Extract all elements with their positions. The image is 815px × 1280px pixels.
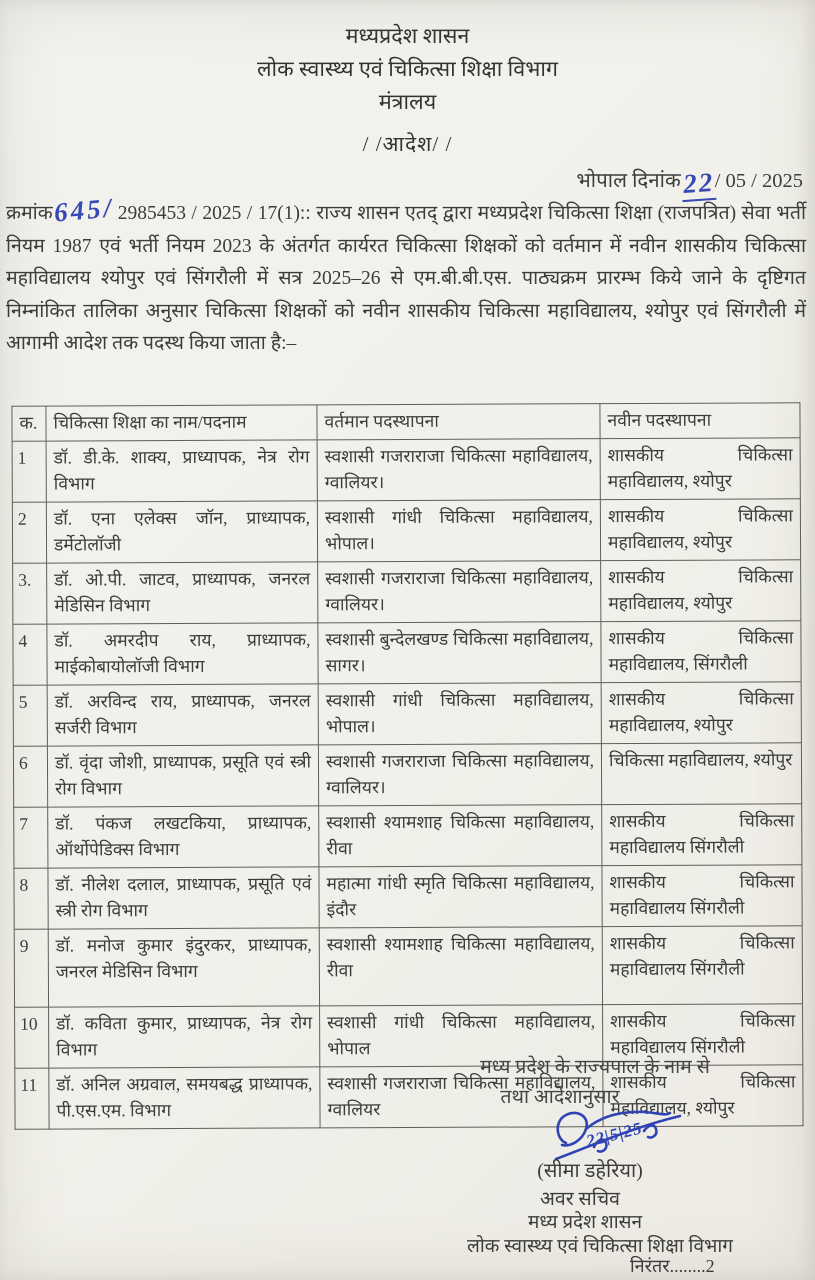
row-new-posting: शासकीय चिकित्सा महाविद्यालय, श्योपुर: [603, 1065, 803, 1127]
row-serial: 9: [14, 929, 48, 1007]
by-order-line2: तथा आदेशानुसार: [500, 1087, 620, 1108]
handwritten-order-number: 645/: [52, 192, 115, 228]
col-header-current-posting: वर्तमान पदस्थापना: [317, 404, 600, 440]
signer-designation: अवर सचिव: [539, 1189, 621, 1210]
row-name: डॉ. वृंदा जोशी, प्राध्यापक, प्रसूति एवं स्त्री रोग विभाग: [47, 745, 318, 807]
row-current-posting: स्वशासी गजराराजा चिकित्सा महाविद्यालय, ग्वालियर: [320, 1066, 603, 1128]
row-name: डॉ. डी.के. शाक्य, प्राध्यापक, नेत्र रोग विभाग: [46, 440, 317, 502]
row-serial: 2: [12, 502, 46, 563]
row-current-posting: स्वशासी गजराराजा चिकित्सा महाविद्यालय, ग्वालियर।: [318, 744, 601, 806]
table-row: [13, 743, 801, 807]
row-new-posting: शासकीय चिकित्सा महाविद्यालय, श्योपुर: [601, 682, 801, 744]
row-serial: 4: [13, 624, 47, 685]
row-current-posting: स्वशासी गांधी चिकित्सा महाविद्यालय, भोपाल।: [317, 500, 600, 562]
row-new-posting: चिकित्सा महाविद्यालय, श्योपुर: [601, 743, 801, 805]
row-name: डॉ. नीलेश दलाल, प्राध्यापक, प्रसूति एवं स्त्री रोग विभाग: [48, 867, 319, 929]
signer-government: मध्य प्रदेश शासन: [527, 1212, 643, 1233]
government-name: मध्यप्रदेश शासन: [345, 24, 470, 48]
signer-department: लोक स्वास्थ्य एवं चिकित्सा शिक्षा विभाग: [466, 1236, 733, 1257]
row-current-posting: स्वशासी गांधी चिकित्सा महाविद्यालय, भोपाल।: [318, 683, 601, 745]
table-row: [14, 926, 802, 1007]
table-row: [14, 865, 802, 929]
table-header-row: [12, 403, 800, 441]
row-current-posting: महात्मा गांधी स्मृति चिकित्सा महाविद्यालय, इंदौर: [319, 866, 602, 928]
row-new-posting: शासकीय चिकित्सा महाविद्यालय सिंगरौली: [602, 926, 802, 1005]
row-new-posting: शासकीय चिकित्सा महाविद्यालय सिंगरौली: [603, 1004, 803, 1066]
row-current-posting: स्वशासी गजराराजा चिकित्सा महाविद्यालय, ग्वालियर।: [318, 561, 601, 623]
row-new-posting: शासकीय चिकित्सा महाविद्यालय, श्योपुर: [601, 560, 801, 622]
row-name: डॉ. पंकज लखटकिया, प्राध्यापक, ऑर्थोपेडिक्स विभाग: [48, 806, 319, 868]
table-row: [12, 499, 800, 563]
order-body-paragraph: [6, 192, 806, 361]
row-current-posting: स्वशासी श्यामशाह चिकित्सा महाविद्यालय, रीवा: [319, 927, 602, 1006]
row-name: डॉ. अनिल अग्रवाल, समयबद्ध प्राध्यापक, पी.एस.एम. विभाग: [49, 1067, 320, 1129]
posting-order-table: [11, 402, 803, 1129]
row-name: डॉ. एना एलेक्स जॉन, प्राध्यापक, डर्मेटोलॉजी: [46, 501, 317, 563]
col-header-new-posting: नवीन पदस्थापना: [600, 403, 800, 439]
row-name: डॉ. मनोज कुमार इंदुरकर, प्राध्यापक, जनरल मेडिसिन विभाग: [48, 928, 319, 1007]
row-serial: 5: [13, 685, 47, 746]
row-new-posting: शासकीय चिकित्सा महाविद्यालय, श्योपुर: [600, 438, 800, 500]
row-new-posting: शासकीय चिकित्सा महाविद्यालय, श्योपुर: [600, 499, 800, 561]
signer-name: (सीमा डहेरिया): [537, 1160, 643, 1182]
document-letterhead: [0, 20, 815, 119]
row-serial: 11: [15, 1068, 49, 1129]
by-order-line1: मध्य प्रदेश के राज्यपाल के नाम से: [480, 1057, 710, 1078]
dateline-suffix: / 05 / 2025: [714, 170, 803, 192]
dateline: [576, 163, 803, 200]
row-serial: 6: [13, 746, 47, 807]
row-name: डॉ. कविता कुमार, प्राध्यापक, नेत्र रोग विभाग: [49, 1006, 320, 1068]
order-title: / /आदेश/ /: [362, 132, 453, 156]
ministry-label: मंत्रालय: [378, 90, 437, 114]
row-new-posting: शासकीय चिकित्सा महाविद्यालय, सिंगरौली: [601, 621, 801, 683]
kramank-label: क्रमांक: [6, 203, 53, 224]
row-new-posting: शासकीय चिकित्सा महाविद्यालय सिंगरौली: [602, 865, 802, 927]
col-header-name: चिकित्सा शिक्षा का नाम/पदनाम: [46, 405, 317, 441]
row-serial: 1: [12, 441, 46, 502]
row-serial: 3.: [13, 563, 47, 624]
department-name: लोक स्वास्थ्य एवं चिकित्सा शिक्षा विभाग: [256, 57, 558, 81]
signature-date-text: 22|5|25: [584, 1118, 645, 1151]
row-serial: 8: [14, 868, 48, 929]
row-new-posting: शासकीय चिकित्सा महाविद्यालय सिंगरौली: [602, 804, 802, 866]
dateline-prefix: भोपाल दिनांक: [576, 170, 681, 192]
handwritten-date-day: 22: [680, 167, 716, 202]
row-name: डॉ. अरविन्द राय, प्राध्यापक, जनरल सर्जरी विभाग: [47, 684, 318, 746]
table-row: [13, 560, 801, 624]
row-current-posting: स्वशासी गांधी चिकित्सा महाविद्यालय, भोपाल: [320, 1005, 603, 1067]
row-name: डॉ. ओ.पी. जाटव, प्राध्यापक, जनरल मेडिसिन विभाग: [47, 562, 318, 624]
row-name: डॉ. अमरदीप राय, प्राध्यापक, माईकोबायोलॉजी विभाग: [47, 623, 318, 685]
order-paragraph-text: 2985453 / 2025 / 17(1):: राज्य शासन एतद् द्वारा मध्यप्रदेश चिकित्सा शिक्षा (राजपत्रित) सेवा भर्ती नियम 1987 एवं भर्ती नियम 2023 के अंतर्गत कार्यरत चिकित्सा शिक्षकों को वर्तमान में नवीन शासकीय चिकित्सा महाविद्यालय श्योपुर एवं सिंगरौली में सत्र 2025–26 से एम.बी.बी.एस. पाठ्यक्रम प्रारम्भ किये जाने के दृष्टिगत निम्नांकित तालिका अनुसार चिकित्सा शिक्षकों को नवीन शासकीय चिकित्सा महाविद्यालय, श्योपुर एवं सिंगरौली में आगामी आदेश तक पदस्थ किया जाता है:–: [6, 203, 806, 354]
table-row: [12, 438, 800, 502]
col-header-serial: क.: [12, 406, 46, 441]
row-current-posting: स्वशासी गजराराजा चिकित्सा महाविद्यालय, ग्वालियर।: [317, 439, 600, 501]
table-row: [13, 621, 801, 685]
continuation-page-marker: निरंतर........2: [630, 1256, 715, 1276]
row-current-posting: स्वशासी श्यामशाह चिकित्सा महाविद्यालय, रीवा: [319, 805, 602, 867]
row-current-posting: स्वशासी बुन्देलखण्ड चिकित्सा महाविद्यालय, सागर।: [318, 622, 601, 684]
table-row: [13, 682, 801, 746]
row-serial: 7: [14, 807, 48, 868]
table-row: [14, 804, 802, 868]
row-serial: 10: [15, 1007, 49, 1068]
